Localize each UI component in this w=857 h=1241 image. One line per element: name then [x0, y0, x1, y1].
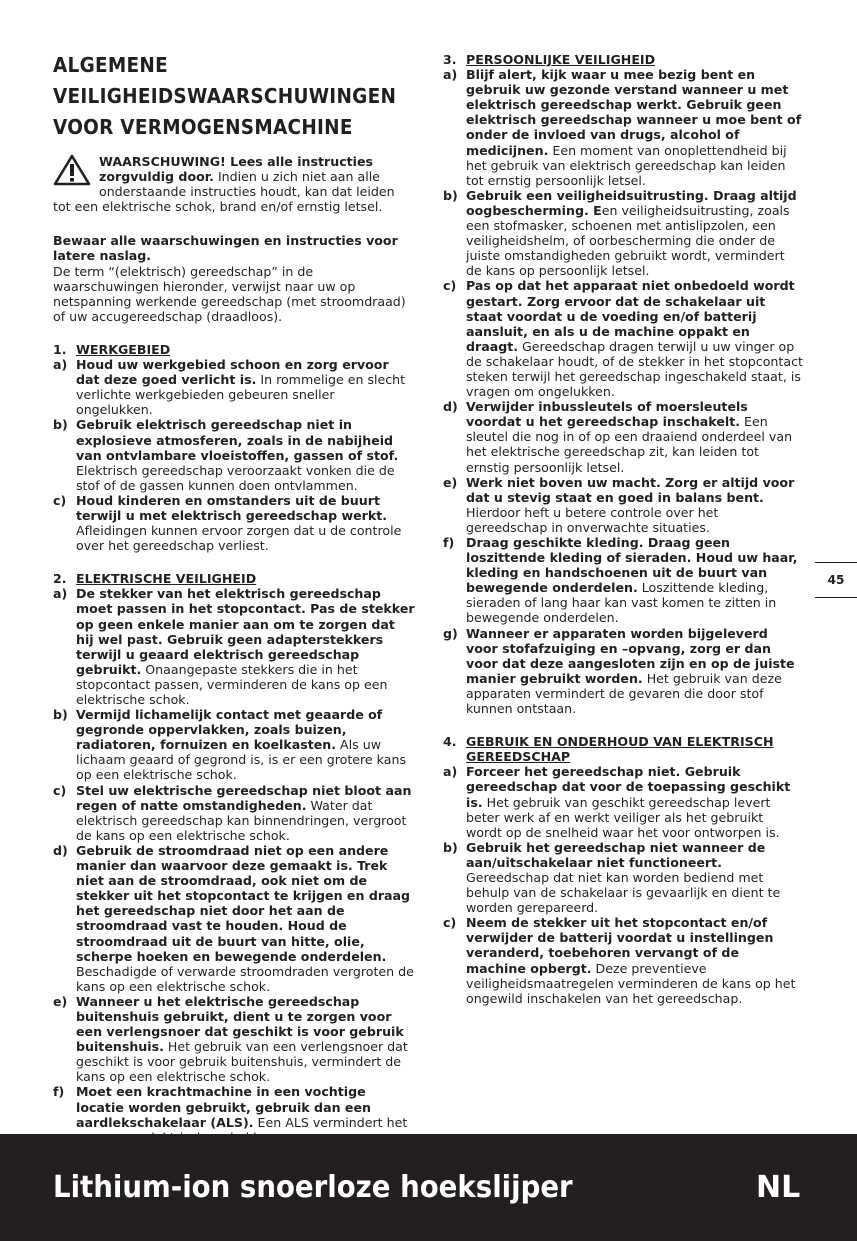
section-heading: 2. ELEKTRISCHE VEILIGHEID	[53, 571, 257, 587]
list-item: c) Stel uw elektrische gereedschap niet bloot aan regen of natte omstandigheden. Water dat elektrisch gereedschap kan binnendringen, vergroot de kans op een elektrische schok.	[53, 782, 412, 843]
section-2	[53, 571, 415, 1145]
right-column	[443, 52, 803, 1006]
section-heading: 1. WERKGEBIED	[53, 341, 171, 357]
language-code: NL	[756, 1170, 801, 1205]
page-title: ALGEMENE VEILIGHEIDSWAARSCHUWINGEN VOOR VERMOGENSMACHINE	[53, 53, 397, 139]
list-item: b) Vermijd lichamelijk contact met geaarde of gegronde oppervlakken, zoals buizen, radiatoren, fornuizen en koelkasten. Als uw lichaam geaard of gegrond is, is er een grotere kans op een elektrische schok.	[53, 707, 407, 783]
warning-triangle-icon	[53, 154, 91, 186]
section-1	[53, 342, 415, 553]
list-item: c) Neem de stekker uit het stopcontact en/of verwijder de batterij voordat u instellingen veranderd, toebehoren vervangt of de machine opbergt. Deze preventieve veiligheidsmaatregelen verminderen de kans op het ongewild inschakelen van het gereedschap.	[443, 915, 796, 1006]
list-item: f) Moet een krachtmachine in een vochtige locatie worden gebruikt, gebruik dan een aardlekschakelaar (ALS). Een ALS vermindert het	[53, 1084, 408, 1130]
keep-text: De term “(elektrisch) gereedschap” in de waarschuwingen hieronder, verwijst naar uw op netspanning werkende gereedschap (met stroomdraad) of uw accugereedschap (draadloos).	[53, 263, 406, 324]
list-item: f) Draag geschikte kleding. Draag geen loszittende kleding of sieraden. Houd uw haar, kleding en handschoenen uit de buurt van bewegende onderdelen. Loszittende kleding, sieraden of lang haar kan vast komen te zitten in bewegende onderdelen.	[443, 535, 798, 626]
list-item: e) Wanneer u het elektrische gereedschap buitenshuis gebruikt, dient u te zorgen voor een verlengsnoer dat geschikt is voor gebruik buitenshuis. Het gebruik van een verlengsnoer dat geschikt is voor gebruik buitenshuis, vermindert de kans op een elektrische schok.	[53, 993, 408, 1085]
warning-bold: WAARSCHUWING! Lees alle instructies zorgvuldig door.	[99, 154, 374, 185]
page-number-tab	[815, 562, 857, 598]
keep-bold: Bewaar alle waarschuwingen en instructies voor latere naslag.	[53, 233, 398, 264]
footer-bar	[0, 1134, 857, 1241]
section-4	[443, 734, 803, 1006]
footer-title: Lithium-ion snoerloze hoekslijper	[53, 1170, 573, 1205]
left-column	[53, 0, 415, 1145]
list-item: a) Forceer het gereedschap niet. Gebruik gereedschap dat voor de toepassing geschikt is. Het gebruik van geschikt gereedschap levert beter werk af en werkt veiliger als het gebruikt wordt op de snelheid waar het voor ontworpen is.	[443, 764, 791, 840]
list-item: d) Gebruik de stroomdraad niet op een andere manier dan waarvoor deze gemaakt is. Trek niet aan de stroomdraad, ook niet om de stekker uit het stopcontact te krijgen en draag het gereedschap niet door het aan de stroomdraad vast te houden. Houd de stroomdraad uit de buurt van hitte, olie, scherpe hoeken en bewegende onderdelen. Beschadigde of verwarde stroomdraden vergroten de kans op een elektrische schok.	[53, 842, 414, 994]
list-item: a) Blijf alert, kijk waar u mee bezig bent en gebruik uw gezonde verstand wanneer u met elektrisch gereedschap werkt. Gebruik geen elektrisch gereedschap wanneer u moe bent of onder de invloed van drugs, alcohol of medicijnen. Een moment van onoplettendheid bij het gebruik van elektrisch gereedschap kan leiden tot ernstig persoonlijk letsel.	[443, 67, 802, 188]
page-number: 45	[827, 573, 845, 587]
list-item: b) Gebruik het gereedschap niet wanneer de aan/uitschakelaar niet functioneert. Gereedschap dat niet kan worden bediend met behulp van de schakelaar is gevaarlijk en dient te worden gerepareerd.	[443, 839, 781, 916]
section-heading: 4. GEBRUIK EN ONDERHOUD VAN ELEKTRISCH GEREEDSCHAP	[443, 734, 774, 765]
list-item: c) Houd kinderen en omstanders uit de buurt terwijl u met elektrisch gereedschap werkt. Afleidingen kunnen ervoor zorgen dat u de controle over het gereedschap verliest.	[53, 492, 402, 554]
list-item: a) De stekker van het elektrisch gereedschap moet passen in het stopcontact. Pas de stekker op geen enkele manier aan om te zorgen dat hij wel past. Gebruik geen adapterstekkers terwijl u geaard elektrisch gereedschap gebruikt. Onaangepaste stekkers die in het stopcontact passen, verminderen de kans op een elektrische schok.	[53, 586, 415, 707]
list-item: d) Verwijder inbussleutels of moersleutels voordat u het gereedschap inschakelt. Een sleutel die nog in of op een draaiend onderdeel van het elektrische gereedschap zit, kan leiden tot ernstig persoonlijk letsel.	[443, 399, 793, 475]
list-item: a) Houd uw werkgebied schoon en zorg ervoor dat deze goed verlicht is. In rommelige en slecht verlichte werkgebieden gebeuren sneller ongelukken.	[53, 357, 406, 418]
keep-instructions	[53, 233, 415, 324]
warning-block	[53, 154, 415, 214]
section-3	[443, 52, 803, 716]
list-item: c) Pas op dat het apparaat niet onbedoeld wordt gestart. Zorg ervoor dat de schakelaar uit staat voordat u de voeding en/of batterij aansluit, en als u de machine oppakt en draagt. Gereedschap dragen terwijl u uw vinger op de schakelaar houdt, of de stekker in het stopcontact steken terwijl het gereedschap ingeschakeld staat, is vragen om ongelukken.	[443, 278, 803, 400]
warning-text: Indien u zich niet aan alle onderstaande instructies houdt, kan dat leiden tot een elektrische schok, brand en/of ernstig letsel.	[53, 169, 395, 215]
section-heading: 3. PERSOONLIJKE VEILIGHEID	[443, 52, 656, 67]
list-item: e) Werk niet boven uw macht. Zorg er altijd voor dat u stevig staat en goed in balans bent. Hierdoor heft u betere controle over het gereedschap in onverwachte situaties.	[443, 474, 795, 535]
list-item: g) Wanneer er apparaten worden bijgeleverd voor stofafzuiging en –opvang, zorg er dan voor dat deze aangesloten zijn en op de juiste manier gebruikt worden. Het gebruik van deze apparaten vermindert de gevaren die door stof kunnen ontstaan.	[443, 625, 795, 717]
list-item: b) Gebruik elektrisch gereedschap niet in explosieve atmosferen, zoals in de nabijheid van ontvlambare vloeistoffen, gassen of stof. Elektrisch gereedschap veroorzaakt vonken die de stof of de gassen kunnen doen ontvlammen.	[53, 417, 399, 493]
list-item: b) Gebruik een veiligheidsuitrusting. Draag altijd oogbescherming. Een veiligheidsuitrusting, zoals een stofmasker, schoenen met antislipzolen, een veiligheidshelm, of oorbescherming die onder de juiste omstandigheden gebruikt wordt, vermindert de kans op persoonlijk letsel.	[443, 187, 797, 279]
